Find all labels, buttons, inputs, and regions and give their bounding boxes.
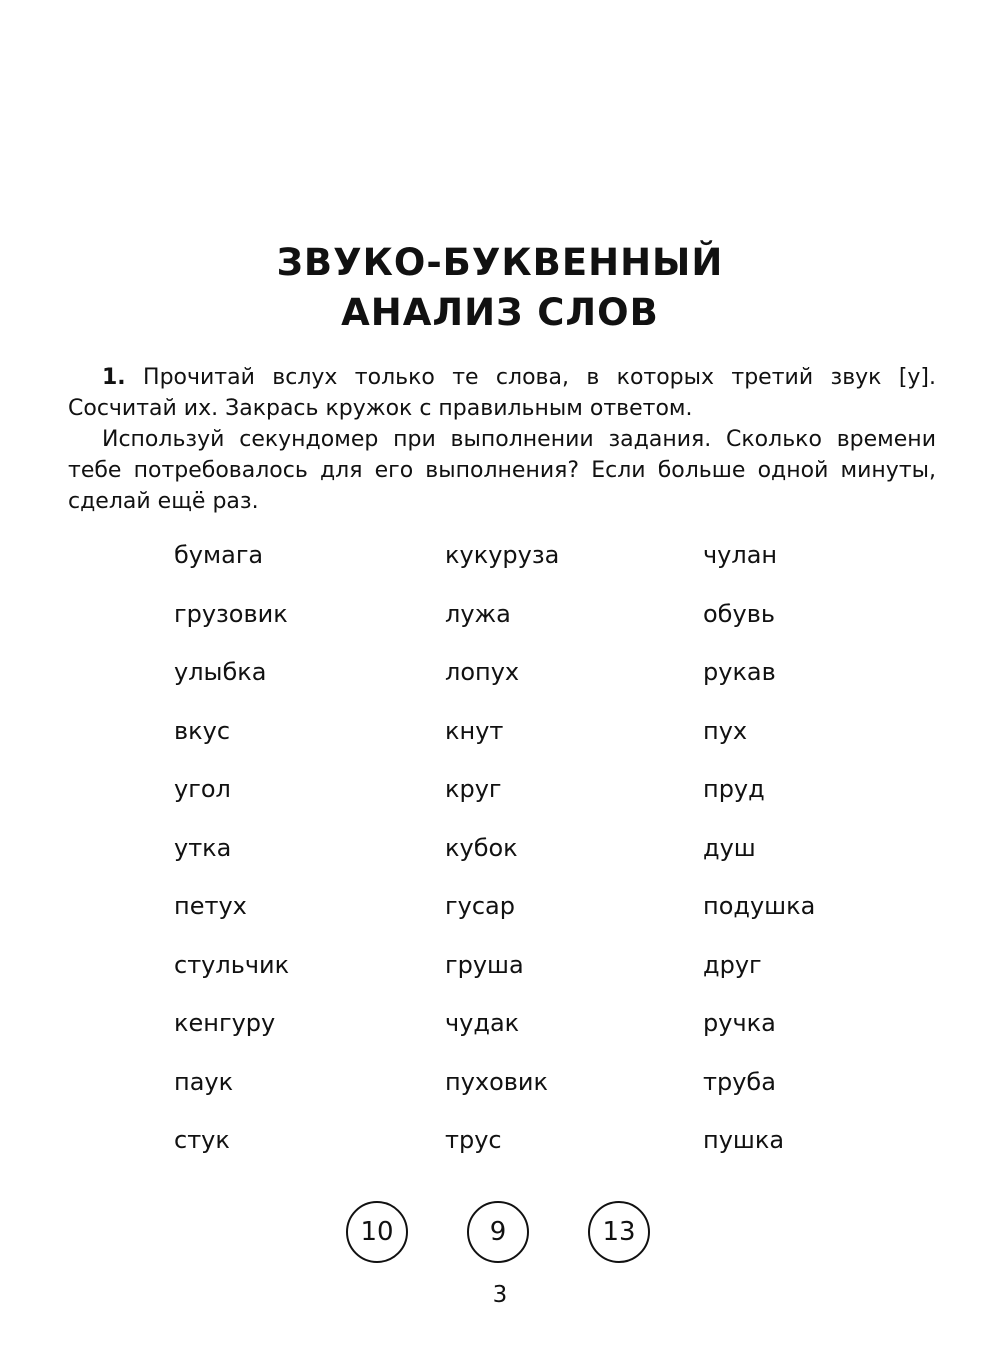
word-item: чулан [703,541,778,569]
word-item: обувь [703,599,775,628]
task-number: 1. [102,365,126,390]
word-item: паук [174,1067,234,1096]
word-item: кнут [445,716,504,745]
page-number: 3 [492,1282,508,1308]
word-item: бумага [174,541,264,569]
answer-circle-9[interactable]: 9 [467,1201,529,1263]
word-item: стульчик [174,950,290,979]
word-item: груша [445,950,524,979]
word-item: круг [445,775,502,803]
task-paragraph-1 [68,362,936,424]
word-item: лопух [445,658,520,686]
word-item: ручка [703,1009,776,1037]
task-paragraph-2: Используй секундомер при выполнении задания. Сколько времени тебе потребовалось для его выполнения? Если больше одной минуты, сделай ещё раз. [68,427,936,514]
word-item: труба [703,1067,776,1096]
word-item: петух [174,892,247,920]
word-item: друг [703,950,762,979]
title-line-1: ЗВУКО-БУКВЕННЫЙ [276,241,724,284]
word-item: пух [703,716,748,745]
word-item: угол [174,775,231,803]
task-instructions [68,362,936,517]
word-item: улыбка [174,658,267,686]
word-item: вкус [174,716,231,745]
word-item: грузовик [174,599,288,628]
word-item: трус [445,1126,502,1154]
word-item: гусар [445,892,515,920]
word-item: пуховик [445,1067,549,1096]
word-item: стук [174,1126,230,1154]
word-item: кенгуру [174,1009,276,1037]
word-item: лужа [445,599,511,628]
word-item: кубок [445,833,518,862]
word-item: чудак [445,1009,520,1037]
word-item: пушка [703,1126,785,1154]
word-item: душ [703,833,756,862]
word-item: утка [174,833,232,862]
task-text-1: Прочитай вслух только те слова, в которых третий звук [у]. Сосчитай их. Закрась кружок с правильным ответом. [68,365,937,421]
word-item: рукав [703,658,776,686]
word-item: пруд [703,775,765,803]
word-item: кукуруза [445,541,560,569]
answer-circle-13[interactable]: 13 [588,1201,650,1263]
answer-options [0,1201,1000,1265]
answer-circle-10[interactable]: 10 [346,1201,408,1263]
word-item: подушка [703,892,816,920]
page-title [0,238,1000,338]
title-line-2: АНАЛИЗ СЛОВ [341,291,659,334]
